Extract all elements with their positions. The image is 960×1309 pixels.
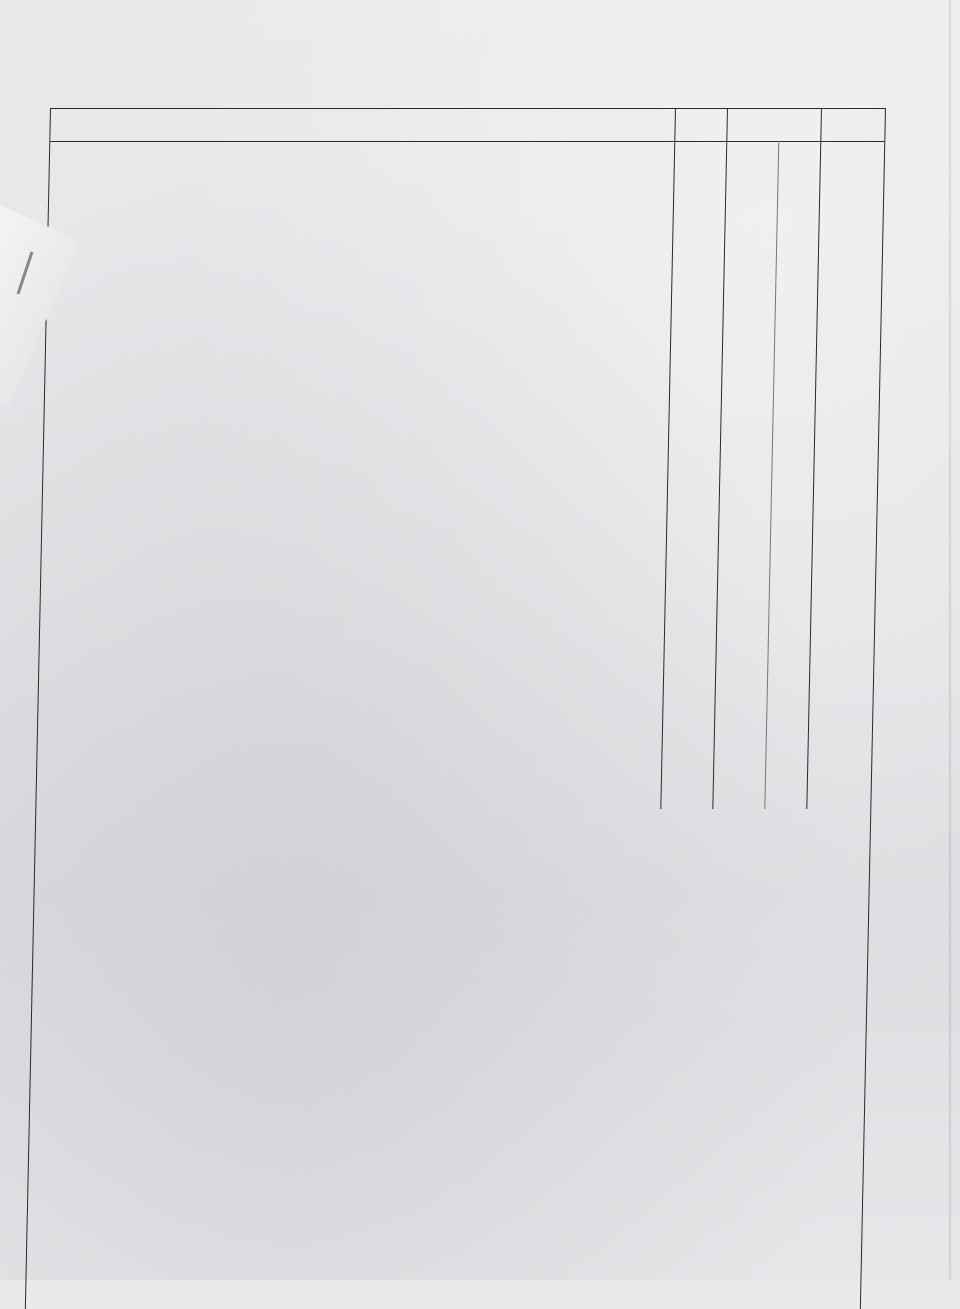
sheet-edge [949,0,952,1280]
column-divider-count [806,109,822,809]
packing-table [25,108,886,1309]
staple-icon [14,250,36,300]
column-divider-packed-mid [764,141,779,809]
column-divider-number [660,109,676,809]
column-divider-packed [712,109,728,809]
table-header [50,109,885,142]
